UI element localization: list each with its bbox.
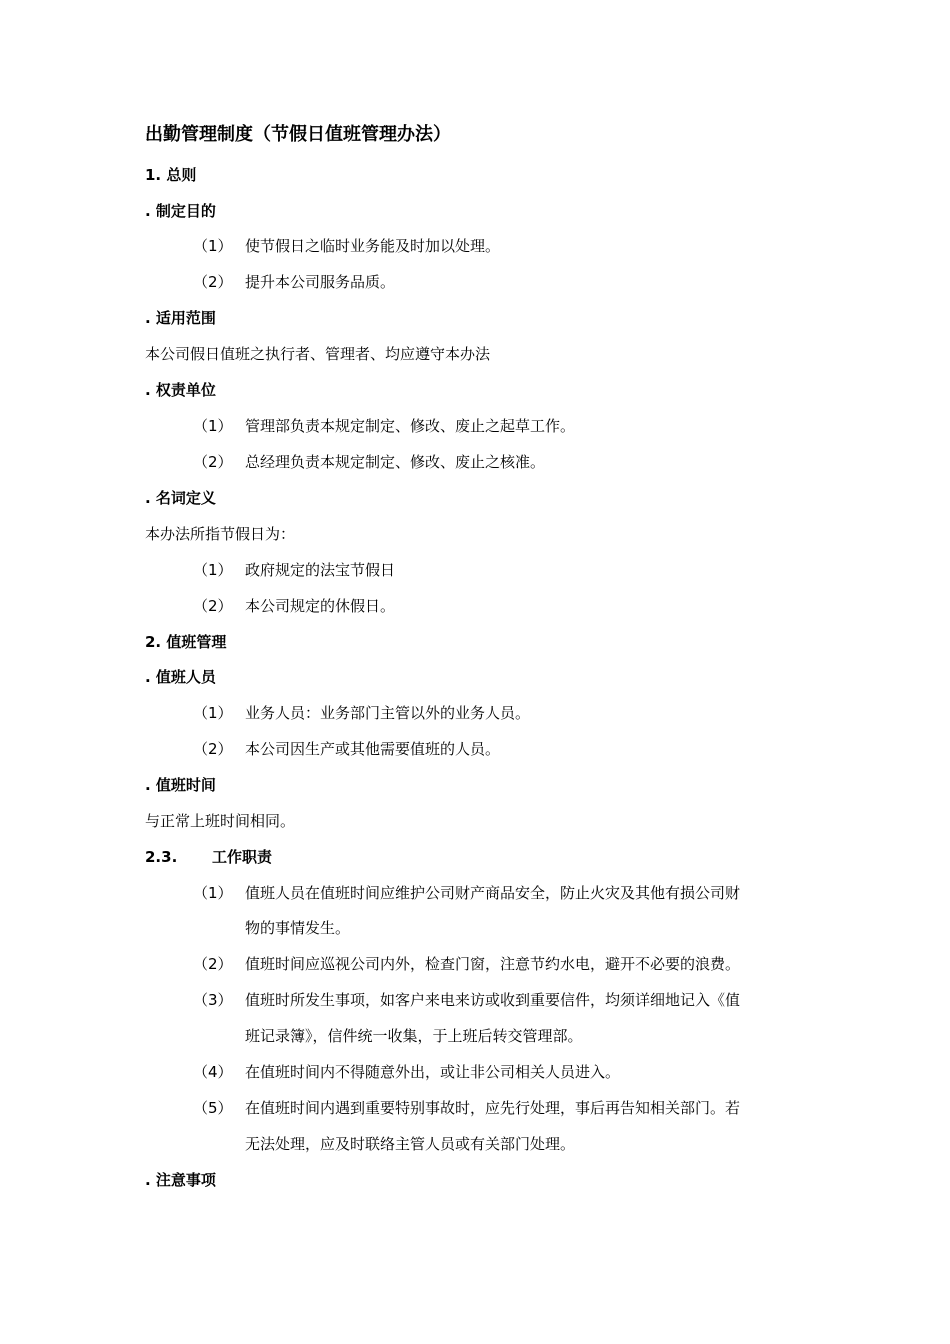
item-text: 使节假日之临时业务能及时加以处理。 xyxy=(245,237,501,255)
subheading-purpose: . 制定目的 xyxy=(145,202,216,220)
subheading-authority: . 权责单位 xyxy=(145,381,216,399)
item-text: 业务人员：业务部门主管以外的业务人员。 xyxy=(245,704,531,722)
item-text-continued: 班记录簿》，信件统一收集，于上班后转交管理部。 xyxy=(245,1027,583,1045)
subheading-duties-number: 2.3. xyxy=(145,848,178,866)
item-number: （1） xyxy=(193,237,233,255)
item-text-continued: 物的事情发生。 xyxy=(245,919,351,937)
item-number: （1） xyxy=(193,704,233,722)
item-text: 在值班时间内遇到重要特别事故时，应先行处理，事后再告知相关部门。若 xyxy=(245,1099,741,1117)
item-number: （2） xyxy=(193,955,233,973)
section-heading-duty: 2. 值班管理 xyxy=(145,633,227,651)
item-text: 提升本公司服务品质。 xyxy=(245,273,396,291)
section-heading-general: 1. 总则 xyxy=(145,166,197,184)
item-number: （1） xyxy=(193,561,233,579)
document-title: 出勤管理制度（节假日值班管理办法） xyxy=(145,124,451,145)
item-text: 本公司规定的休假日。 xyxy=(245,597,396,615)
item-text: 管理部负责本规定制定、修改、废止之起草工作。 xyxy=(245,417,576,435)
item-text: 值班时间应巡视公司内外，检查门窗，注意节约水电，避开不必要的浪费。 xyxy=(245,955,741,973)
item-number: （1） xyxy=(193,417,233,435)
subheading-scope: . 适用范围 xyxy=(145,309,216,327)
item-number: （2） xyxy=(193,740,233,758)
subheading-terms: . 名词定义 xyxy=(145,489,216,507)
item-text: 政府规定的法宝节假日 xyxy=(245,561,396,579)
item-text: 值班时所发生事项，如客户来电来访或收到重要信件，均须详细地记入《值 xyxy=(245,991,741,1009)
subheading-duties: 工作职责 xyxy=(212,848,273,866)
item-text: 在值班时间内不得随意外出，或让非公司相关人员进入。 xyxy=(245,1063,621,1081)
item-number: （2） xyxy=(193,453,233,471)
paragraph-scope: 本公司假日值班之执行者、管理者、均应遵守本办法 xyxy=(145,345,491,363)
item-text: 值班人员在值班时间应维护公司财产商品安全，防止火灾及其他有损公司财 xyxy=(245,884,741,902)
item-number: （3） xyxy=(193,991,233,1009)
subheading-notes: . 注意事项 xyxy=(145,1171,216,1189)
paragraph-time: 与正常上班时间相同。 xyxy=(145,812,296,830)
item-number: （2） xyxy=(193,273,233,291)
item-text: 总经理负责本规定制定、修改、废止之核准。 xyxy=(245,453,546,471)
paragraph-terms: 本办法所指节假日为： xyxy=(145,525,296,543)
item-number: （5） xyxy=(193,1099,233,1117)
item-number: （2） xyxy=(193,597,233,615)
item-number: （4） xyxy=(193,1063,233,1081)
item-text: 本公司因生产或其他需要值班的人员。 xyxy=(245,740,501,758)
item-number: （1） xyxy=(193,884,233,902)
item-text-continued: 无法处理，应及时联络主管人员或有关部门处理。 xyxy=(245,1135,576,1153)
subheading-time: . 值班时间 xyxy=(145,776,216,794)
subheading-staff: . 值班人员 xyxy=(145,668,216,686)
